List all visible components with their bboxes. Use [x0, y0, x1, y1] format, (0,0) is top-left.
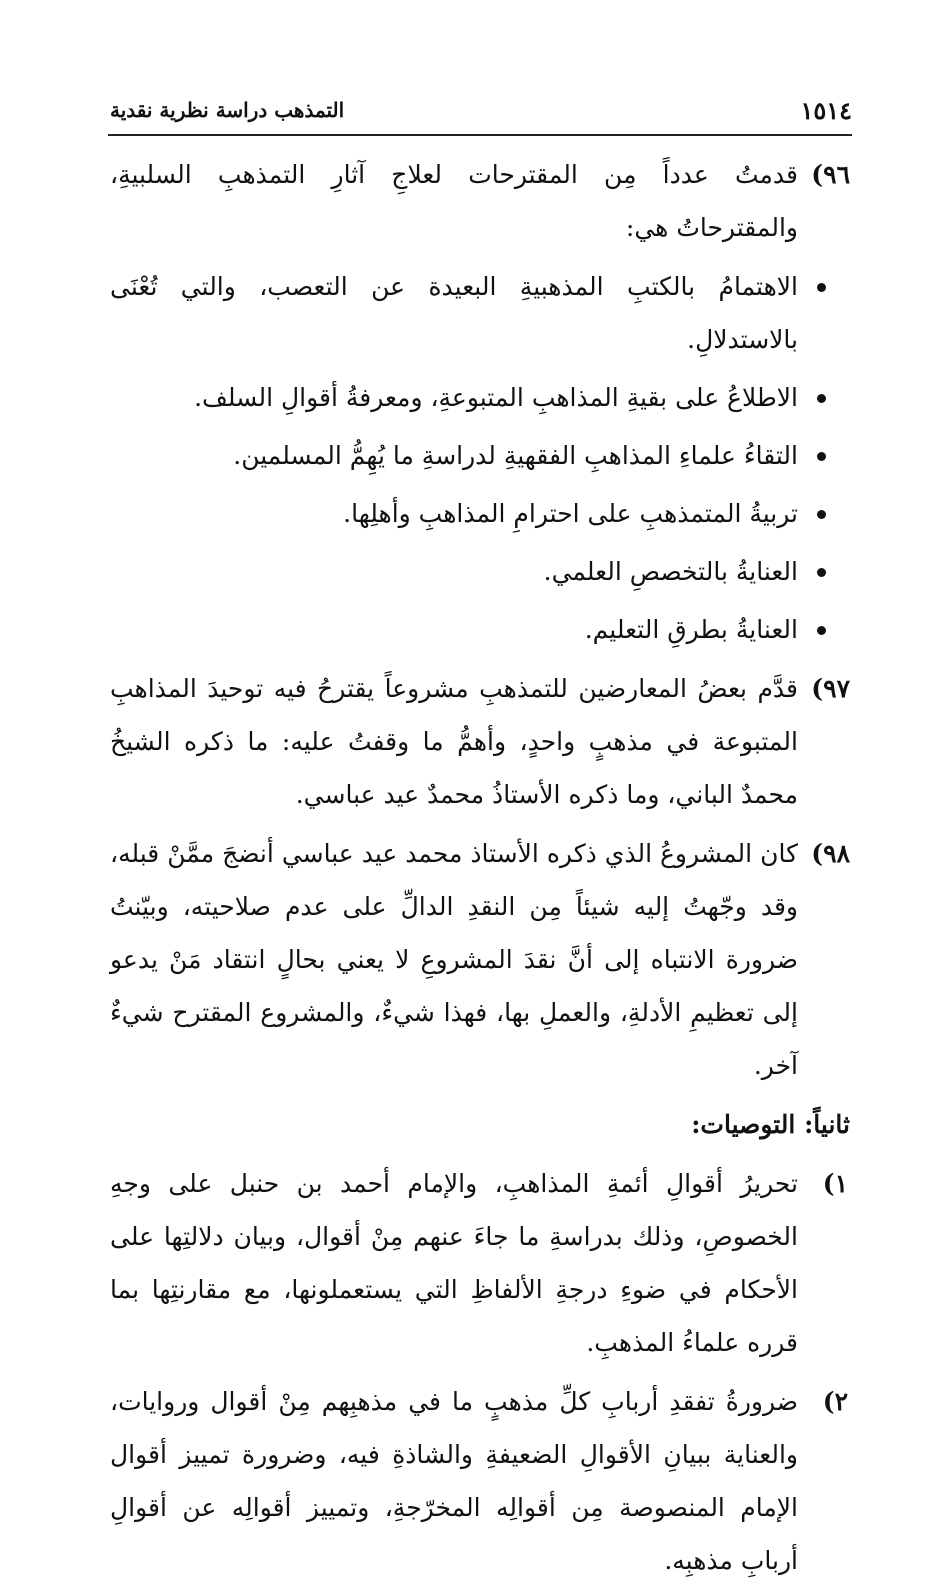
recommendation-number: ١)	[822, 1169, 848, 1198]
paragraph-number: ٩٨)	[811, 839, 850, 868]
recommendation-text: تحريرُ أقوالِ أئمةِ المذاهبِ، والإمام أحمد بن حنبل على وجهِ الخصوصِ، وذلك بدراسةِ ما جاءَ عنهم مِنْ أقوال، وبيان دلالتِها على الأحكام في ضوءِ درجةِ الألفاظِ التي يستعملونها، مع مقارنتِها بما قرره علماءُ المذهبِ.	[110, 1169, 798, 1357]
bullet-icon	[817, 394, 826, 403]
proposals-list	[110, 260, 850, 656]
list-item	[110, 603, 850, 656]
numbered-paragraph-98	[110, 827, 850, 1092]
page-body	[110, 148, 850, 1593]
recommendation-1	[110, 1157, 850, 1369]
list-item-text: التقاءُ علماءِ المذاهبِ الفقهيةِ لدراسةِ ما يُهِمُّ المسلمين.	[233, 441, 798, 470]
bullet-icon	[817, 283, 826, 292]
paragraph-number: ٩٧)	[811, 674, 850, 703]
numbered-paragraph-97	[110, 662, 850, 821]
list-item-text: العنايةُ بطرقِ التعليم.	[584, 615, 798, 644]
bullet-icon	[817, 452, 826, 461]
paragraph-text: كان المشروعُ الذي ذكره الأستاذ محمد عيد عباسي أنضجَ ممَّنْ قبله، وقد وجّهتُ إليه شيئاً مِن النقدِ الدالِّ على عدم صلاحيته، وبيّنتُ ضرورة الانتباه إلى أنَّ نقدَ المشروعِ لا يعني بحالٍ انتقاد مَنْ يدعو إلى تعظيمِ الأدلةِ، والعملِ بها، فهذا شيءٌ، والمشروع المقترح شيءٌ آخر.	[110, 839, 798, 1080]
paragraph-text: قدمتُ عدداً مِن المقترحات لعلاجِ آثارِ التمذهبِ السلبيةِ، والمقترحاتُ هي:	[110, 160, 798, 242]
bullet-icon	[817, 568, 826, 577]
list-item-text: الاطلاعُ على بقيةِ المذاهبِ المتبوعةِ، ومعرفةُ أقوالِ السلف.	[194, 383, 798, 412]
bullet-icon	[817, 510, 826, 519]
page-number: ١٥١٤	[800, 96, 852, 125]
page-header	[110, 96, 852, 132]
section-heading: ثانياً: التوصيات:	[691, 1110, 850, 1139]
list-item	[110, 487, 850, 540]
paragraph-number: ٩٦)	[811, 160, 850, 189]
list-item-text: الاهتمامُ بالكتبِ المذهبيةِ البعيدة عن التعصب، والتي تُعْنَى بالاستدلالِ.	[110, 272, 798, 354]
recommendation-2	[110, 1375, 850, 1587]
list-item	[110, 371, 850, 424]
recommendation-number: ٢)	[822, 1387, 848, 1416]
list-item-text: العنايةُ بالتخصصِ العلمي.	[543, 557, 798, 586]
list-item	[110, 545, 850, 598]
paragraph-text: قدَّم بعضُ المعارضين للتمذهبِ مشروعاً يقترحُ فيه توحيدَ المذاهبِ المتبوعة في مذهبٍ واحدٍ، وأهمُّ ما وقفتُ عليه: ما ذكره الشيخُ محمدٌ الباني، وما ذكره الأستاذُ محمدٌ عيد عباسي.	[110, 674, 798, 809]
header-rule	[108, 134, 852, 136]
running-title: التمذهب دراسة نظرية نقدية	[110, 98, 345, 122]
numbered-paragraph-96	[110, 148, 850, 254]
list-item-text: تربيةُ المتمذهبِ على احترامِ المذاهبِ وأهلِها.	[343, 499, 798, 528]
list-item	[110, 260, 850, 366]
list-item	[110, 429, 850, 482]
recommendation-text: ضرورةُ تفقدِ أربابِ كلِّ مذهبٍ ما في مذهبِهم مِنْ أقوال وروايات، والعناية ببيانِ الأقوالِ الضعيفةِ والشاذةِ فيه، وضرورة تمييز أقوال الإمام المنصوصة مِن أقوالِه المخرّجةِ، وتمييز أقوالِه عن أقوالِ أربابِ مذهبِه.	[110, 1387, 798, 1575]
bullet-icon	[817, 626, 826, 635]
